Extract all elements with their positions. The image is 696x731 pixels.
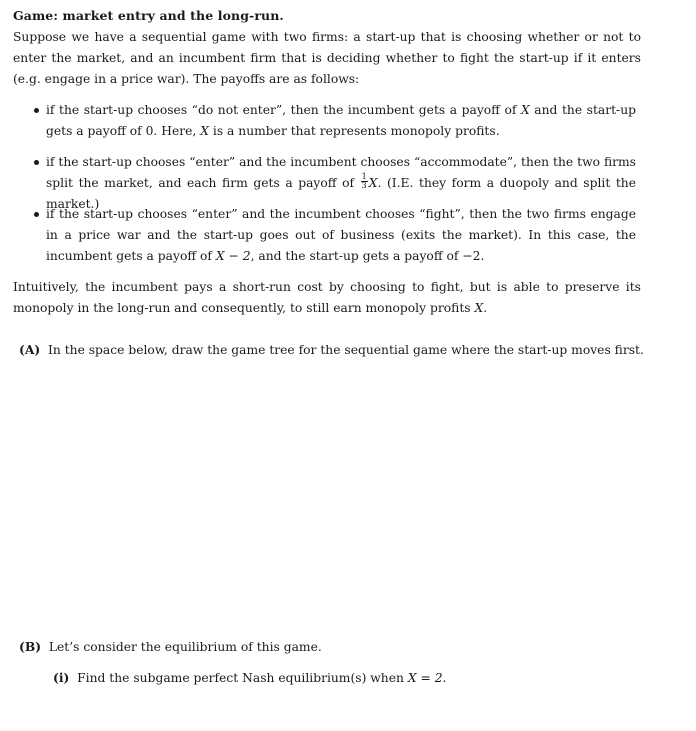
fraction-numerator: 1 [361, 172, 367, 181]
math-var: X [520, 103, 530, 117]
math-expr: X − 2 [215, 249, 251, 263]
bullet-dot-icon [34, 212, 39, 217]
math-var: X [200, 124, 209, 138]
part-label: (B) [19, 639, 42, 654]
fraction-denominator: 3 [361, 181, 367, 190]
bullet-dot-icon [34, 108, 39, 113]
question-part-b-i [53, 667, 446, 689]
problem-title: Game: market entry and the long-run. [13, 8, 284, 23]
item-text: if the start-up chooses “enter” and the incumbent chooses “accommodate”, then the two firms split the market, and each firm gets a payoff of [46, 155, 636, 190]
fraction [361, 173, 368, 190]
item-text: , and the start-up gets a payoff of −2. [250, 249, 485, 263]
payoff-item-fight [46, 204, 636, 267]
part-label: (A) [19, 342, 41, 357]
item-text: . (I.E. they form a duopoly and split the market.) [46, 176, 637, 211]
math-expr: X = 2 [407, 671, 443, 685]
bullet-dot-icon [34, 160, 39, 165]
math-var: X [474, 301, 484, 315]
intuition-text: Intuitively, the incumbent pays a short-run cost by choosing to fight, but is able to preserve its monopoly in the long-run and consequently, to still earn monopoly profits [13, 280, 641, 315]
question-part-b [19, 636, 322, 658]
math-var: X [368, 176, 378, 190]
part-text: Let’s consider the equilibrium of this game. [48, 640, 322, 654]
payoff-item-do-not-enter [46, 100, 636, 142]
part-text: . [442, 671, 447, 685]
part-label: (i) [53, 670, 70, 685]
part-text: In the space below, draw the game tree for the sequential game where the start-up moves first. [48, 343, 644, 357]
answer-drawing-space [13, 365, 673, 630]
intro-paragraph: Suppose we have a sequential game with two firms: a start-up that is choosing whether or not to enter the market, and an incumbent firm that is deciding whether to fight the start-up if it enters (e.g. engage in a price war). The payoffs are as follows: [13, 30, 641, 86]
item-text: if the start-up chooses “enter” and the incumbent chooses “fight”, then the two firms engage in a price war and the start-up goes out of business (exits the market). In this case, the incumbent gets a payoff of [46, 207, 636, 263]
item-text: if the start-up chooses “do not enter”, then the incumbent gets a payoff of [46, 103, 521, 117]
intuition-text: . [483, 301, 488, 315]
part-text: Find the subgame perfect Nash equilibrium(s) when [77, 671, 408, 685]
item-text: and the start-up gets a payoff of 0. Here, [46, 103, 637, 138]
intuition-paragraph [13, 277, 641, 319]
question-part-a [19, 339, 644, 361]
item-text: is a number that represents monopoly profits. [209, 124, 500, 138]
